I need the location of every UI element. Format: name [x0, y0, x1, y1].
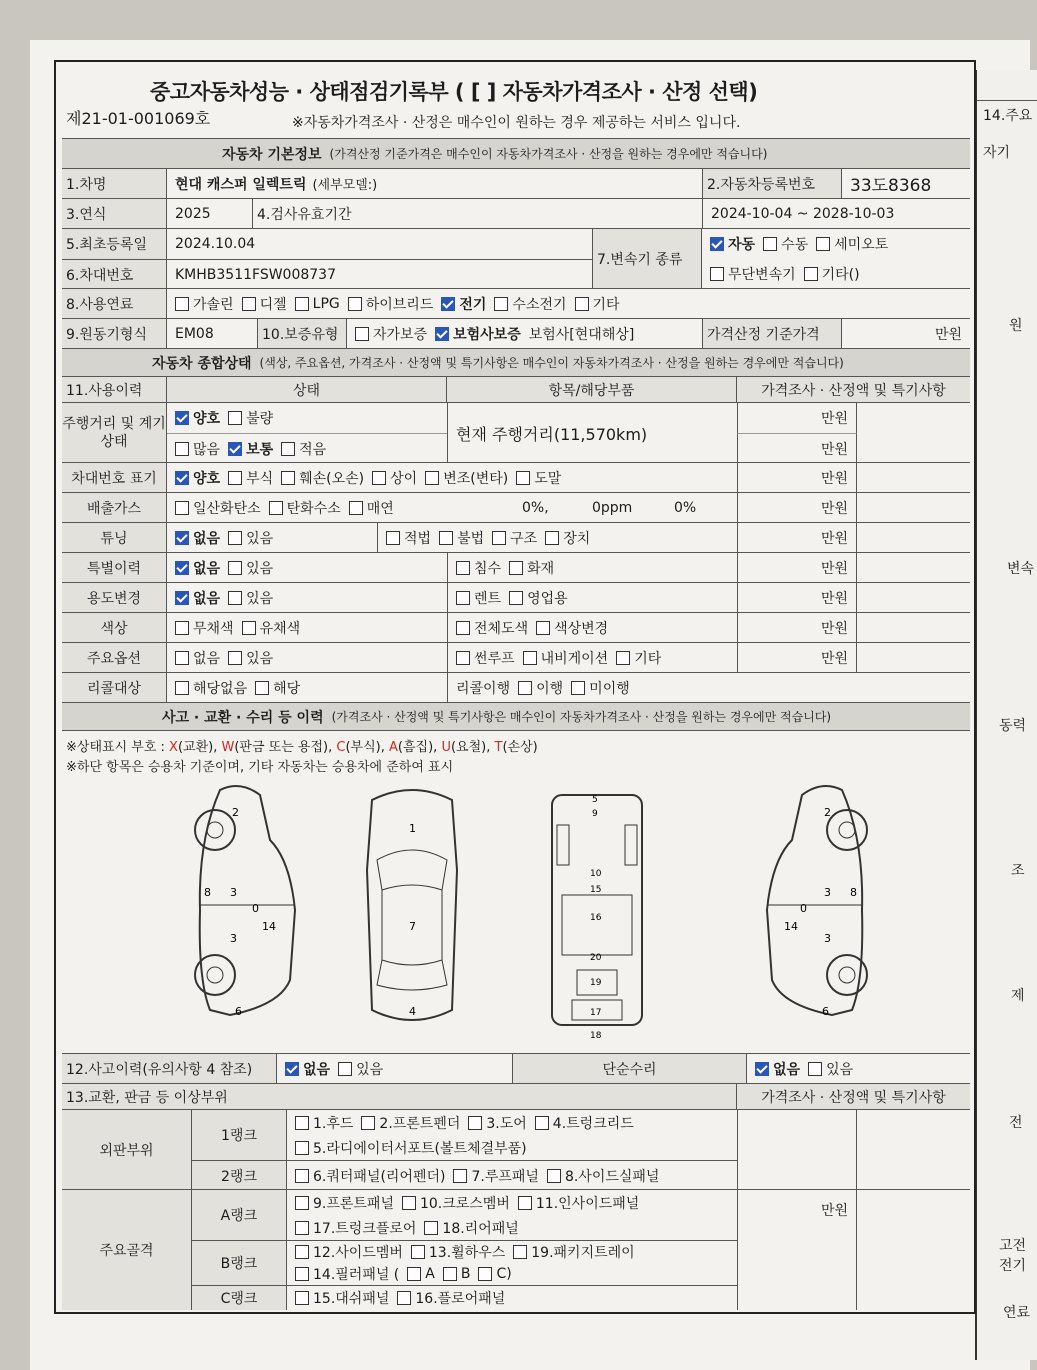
- recall-none[interactable]: 해당없음: [175, 678, 247, 698]
- svg-text:2: 2: [824, 806, 831, 819]
- part-package-tray[interactable]: 19.패키지트레이: [513, 1242, 634, 1262]
- reg-number-value: 33도8368: [850, 176, 932, 196]
- svg-text:8: 8: [850, 886, 857, 899]
- svg-text:10: 10: [590, 869, 602, 879]
- rank2-label: 2랭크: [192, 1160, 287, 1190]
- vin-mismatch[interactable]: 상이: [372, 468, 417, 488]
- checkbox[interactable]: [295, 1141, 309, 1155]
- checkbox[interactable]: [456, 591, 470, 605]
- svg-text:14: 14: [784, 920, 798, 933]
- car-diagram: [62, 780, 970, 1050]
- side-item: 자기: [983, 145, 1011, 161]
- svg-text:5: 5: [592, 795, 598, 805]
- checkbox[interactable]: [295, 1169, 309, 1183]
- pillar-c[interactable]: C): [478, 1266, 511, 1282]
- svg-text:0: 0: [800, 902, 807, 915]
- checkbox[interactable]: [386, 531, 400, 545]
- part-floor-panel[interactable]: 16.플로어패널: [397, 1288, 505, 1308]
- odometer-label: 주행거리 및 계기상태: [62, 403, 167, 462]
- main-frame-label: 주요골격: [62, 1190, 192, 1310]
- checkbox[interactable]: [518, 681, 532, 695]
- checkbox[interactable]: [175, 471, 189, 485]
- checkbox[interactable]: [402, 1196, 416, 1210]
- checkbox[interactable]: [397, 1291, 411, 1305]
- checkbox[interactable]: [175, 501, 189, 515]
- svg-text:2: 2: [232, 806, 239, 819]
- part-front-panel[interactable]: 9.프론트패널: [295, 1193, 394, 1213]
- svg-text:3: 3: [824, 886, 831, 899]
- checkbox[interactable]: [255, 681, 269, 695]
- checkbox[interactable]: [443, 1267, 457, 1281]
- odometer-value: 현재 주행거리(11,570km): [447, 403, 737, 463]
- svg-text:3: 3: [230, 886, 237, 899]
- row-year: [62, 198, 970, 228]
- checkbox[interactable]: [281, 442, 295, 456]
- pillar-a[interactable]: A: [407, 1266, 435, 1282]
- checkbox[interactable]: [295, 1291, 309, 1305]
- svg-text:7: 7: [409, 920, 416, 933]
- emission-smoke[interactable]: 매연: [349, 498, 394, 518]
- outer-panel-label: 외판부위: [62, 1110, 192, 1190]
- checkbox[interactable]: [228, 591, 242, 605]
- usage-history-label: 11.사용이력: [62, 377, 167, 402]
- basic-section-title: 자동차 기본정보: [222, 146, 322, 163]
- color-change[interactable]: 색상변경: [536, 618, 608, 638]
- svg-text:8: 8: [204, 886, 211, 899]
- svg-text:16: 16: [590, 913, 602, 923]
- checkbox[interactable]: [228, 411, 242, 425]
- simple-repair-none[interactable]: 없음: [755, 1059, 800, 1079]
- price-unit: 만원: [737, 463, 857, 492]
- odo-normal[interactable]: 보통: [228, 439, 273, 459]
- checkbox[interactable]: [228, 442, 242, 456]
- side-item: 동력: [999, 718, 1027, 734]
- part-dash-panel[interactable]: 15.대쉬패널: [295, 1288, 389, 1308]
- svg-text:6: 6: [822, 1005, 829, 1018]
- svg-text:9: 9: [592, 809, 598, 819]
- vin-corrosion[interactable]: 부식: [228, 468, 273, 488]
- checkbox[interactable]: [571, 681, 585, 695]
- checkbox[interactable]: [175, 651, 189, 665]
- emission-co[interactable]: 일산화탄소: [175, 498, 261, 518]
- svg-text:15: 15: [590, 885, 602, 895]
- vin-smeared[interactable]: 도말: [516, 468, 561, 488]
- side-item: 전: [1009, 1115, 1023, 1131]
- engine-value: EM08: [175, 325, 214, 342]
- item-col-label: 항목/해당부품: [447, 377, 737, 402]
- checkbox[interactable]: [295, 297, 309, 311]
- checkbox[interactable]: [523, 651, 537, 665]
- checkbox[interactable]: [269, 501, 283, 515]
- checkbox[interactable]: [242, 621, 256, 635]
- document-title: 중고자동차성능 · 상태점검기록부 ( [ ] 자동차가격조사 · 산정 선택): [150, 80, 758, 104]
- car-left-side-view: [190, 780, 340, 1030]
- checkbox[interactable]: [228, 471, 242, 485]
- car-right-side-view: [722, 780, 872, 1030]
- sub-model: (세부모델:): [312, 178, 378, 193]
- vin-good[interactable]: 양호: [175, 468, 220, 488]
- checkbox[interactable]: [372, 471, 386, 485]
- checkbox[interactable]: [355, 327, 369, 341]
- checkbox[interactable]: [535, 1116, 549, 1130]
- svg-text:6: 6: [235, 1005, 242, 1018]
- svg-text:3: 3: [230, 932, 237, 945]
- checkbox[interactable]: [453, 1169, 467, 1183]
- checkbox[interactable]: [349, 501, 363, 515]
- transmission-label: 7.변속기 종류: [592, 229, 702, 289]
- special-none[interactable]: 없음: [175, 558, 220, 578]
- svg-text:19: 19: [590, 978, 602, 988]
- fuel-hydrogen[interactable]: 수소전기: [494, 294, 566, 314]
- first-reg-label: 5.최초등록일: [62, 229, 167, 259]
- checkbox[interactable]: [175, 681, 189, 695]
- next-page-edge: [975, 70, 1037, 1360]
- accident-yes[interactable]: 있음: [338, 1059, 383, 1079]
- checkbox[interactable]: [435, 327, 449, 341]
- recall-done-label: 리콜이행: [456, 680, 511, 697]
- svg-text:17: 17: [590, 1008, 602, 1018]
- options-none[interactable]: 없음: [175, 648, 220, 668]
- part-quarter-panel[interactable]: 6.쿼터패널(리어펜더): [295, 1166, 445, 1186]
- svg-text:18: 18: [590, 1031, 602, 1041]
- accident-history-label: 12.사고이력(유의사항 4 참조): [62, 1054, 277, 1083]
- checkbox[interactable]: [536, 621, 550, 635]
- checkbox[interactable]: [425, 471, 439, 485]
- checkbox[interactable]: [285, 1062, 299, 1076]
- row-exchange-header: [62, 1083, 970, 1109]
- checkbox[interactable]: [407, 1267, 421, 1281]
- checkbox[interactable]: [494, 297, 508, 311]
- row-first-reg-vin: [62, 228, 970, 288]
- fuel-hybrid[interactable]: 하이브리드: [348, 294, 434, 314]
- checkbox[interactable]: [492, 531, 506, 545]
- checkbox[interactable]: [509, 561, 523, 575]
- svg-text:4: 4: [409, 1005, 416, 1018]
- recall-done[interactable]: 이행: [518, 678, 563, 698]
- trans-semiauto[interactable]: 세미오토: [816, 234, 888, 254]
- car-top-view: [347, 780, 477, 1030]
- checkbox[interactable]: [411, 1245, 425, 1259]
- usage-yes[interactable]: 있음: [228, 588, 273, 608]
- svg-text:1: 1: [409, 822, 416, 835]
- tuning-device[interactable]: 장치: [545, 528, 590, 548]
- checkbox[interactable]: [228, 561, 242, 575]
- simple-repair-yes[interactable]: 있음: [808, 1059, 853, 1079]
- checkbox[interactable]: [295, 1116, 309, 1130]
- row-tuning: [62, 522, 970, 552]
- part-side-member[interactable]: 12.사이드멤버: [295, 1242, 403, 1262]
- year-label: 3.연식: [62, 199, 167, 228]
- checkbox[interactable]: [242, 297, 256, 311]
- fuel-gasoline[interactable]: 가솔린: [175, 294, 234, 314]
- checkbox[interactable]: [545, 531, 559, 545]
- trans-manual[interactable]: 수동: [763, 234, 808, 254]
- odo-good[interactable]: 양호: [175, 408, 220, 428]
- divider: [62, 730, 970, 731]
- part-roof-panel[interactable]: 7.루프패널: [453, 1166, 538, 1186]
- price-unit: 만원: [737, 583, 857, 612]
- warranty-insurance[interactable]: 보험사보증: [435, 324, 521, 344]
- checkbox[interactable]: [547, 1169, 561, 1183]
- color-chromatic[interactable]: 유채색: [242, 618, 301, 638]
- rankC-label: C랭크: [192, 1285, 287, 1310]
- color-full-paint[interactable]: 전체도색: [456, 618, 528, 638]
- options-yes[interactable]: 있음: [228, 648, 273, 668]
- row-emission: [62, 492, 970, 522]
- checkbox[interactable]: [424, 1221, 438, 1235]
- special-fire[interactable]: 화재: [509, 558, 554, 578]
- checkbox[interactable]: [175, 297, 189, 311]
- part-trunk-lid[interactable]: 4.트렁크리드: [535, 1113, 634, 1133]
- exchange-label: 13.교환, 판금 등 이상부위: [62, 1084, 737, 1109]
- usage-change-label: 용도변경: [62, 583, 167, 612]
- fuel-electric[interactable]: 전기: [441, 294, 486, 314]
- emission-co-value: 0%,: [522, 499, 549, 516]
- passenger-car-note: ※하단 항목은 승용차 기준이며, 기타 자동차는 승용차에 준하여 표시: [66, 760, 454, 775]
- vin-mark-label: 차대번호 표기: [62, 463, 167, 492]
- side-item: 조: [1011, 863, 1025, 879]
- color-label: 색상: [62, 613, 167, 642]
- checkbox[interactable]: [509, 591, 523, 605]
- tuning-yes[interactable]: 있음: [228, 528, 273, 548]
- checkbox[interactable]: [295, 1245, 309, 1259]
- row-usage-change: [62, 582, 970, 612]
- part-radiator-support[interactable]: 5.라디에이터서포트(볼트체결부품): [295, 1138, 527, 1158]
- trans-cvt[interactable]: 무단변속기: [710, 264, 796, 284]
- trans-auto[interactable]: 자동: [710, 234, 755, 254]
- side-item: 14.주요: [977, 100, 1037, 131]
- side-item: 고전 전기: [999, 1238, 1027, 1274]
- row-fuel: [62, 288, 970, 318]
- rank1-label: 1랭크: [192, 1110, 287, 1160]
- emission-label: 배출가스: [62, 493, 167, 522]
- checkbox[interactable]: [338, 1062, 352, 1076]
- accident-section-title: 사고 · 교환 · 수리 등 이력: [162, 709, 324, 726]
- accident-section-header: [62, 702, 970, 730]
- part-wheel-house[interactable]: 13.휠하우스: [411, 1242, 505, 1262]
- status-legend: ※상태표시 부호 : X(교환), W(판금 또는 용접), C(부식), A(흠집), U(요철), T(손상): [66, 740, 538, 755]
- row-special-history: [62, 552, 970, 582]
- tuning-legal[interactable]: 적법: [386, 528, 431, 548]
- price-unit: 만원: [737, 643, 857, 672]
- rankB-label: B랭크: [192, 1240, 287, 1285]
- checkbox[interactable]: [175, 561, 189, 575]
- checkbox[interactable]: [755, 1062, 769, 1076]
- svg-text:3: 3: [824, 932, 831, 945]
- side-item: 원: [1009, 318, 1023, 334]
- checkbox[interactable]: [468, 1116, 482, 1130]
- part-inside-panel[interactable]: 11.인사이드패널: [518, 1193, 639, 1213]
- checkbox[interactable]: [710, 267, 724, 281]
- svg-text:14: 14: [262, 920, 276, 933]
- special-history-label: 특별이력: [62, 553, 167, 582]
- car-name-label: 1.차명: [62, 169, 167, 198]
- usage-rent[interactable]: 렌트: [456, 588, 501, 608]
- checkbox[interactable]: [295, 1196, 309, 1210]
- part-trunk-floor[interactable]: 17.트렁크플로어: [295, 1218, 416, 1238]
- tuning-structure[interactable]: 구조: [492, 528, 537, 548]
- emission-smoke-value: 0%: [674, 499, 697, 516]
- price-col-label: 가격조사 · 산정액 및 특기사항: [737, 377, 970, 402]
- service-note: ※자동차가격조사 · 산정은 매수인이 원하는 경우 제공하는 서비스 입니다.: [292, 115, 741, 131]
- tuning-label: 튜닝: [62, 523, 167, 552]
- emission-hc-value: 0ppm: [592, 499, 633, 516]
- fuel-label: 8.사용연료: [62, 289, 167, 318]
- car-underbody-view: [542, 780, 652, 1041]
- checkbox[interactable]: [804, 267, 818, 281]
- first-reg-value: 2024.10.04: [175, 236, 256, 252]
- car-name-value: 현대 캐스퍼 일렉트릭: [175, 176, 307, 193]
- rankA-label: A랭크: [192, 1190, 287, 1240]
- checkbox[interactable]: [439, 531, 453, 545]
- recall-yes[interactable]: 해당: [255, 678, 300, 698]
- checkbox[interactable]: [575, 297, 589, 311]
- row-odometer: [62, 402, 970, 462]
- color-achromatic[interactable]: 무채색: [175, 618, 234, 638]
- checkbox[interactable]: [456, 651, 470, 665]
- warranty-self[interactable]: 자가보증: [355, 324, 427, 344]
- part-door[interactable]: 3.도어: [468, 1113, 526, 1133]
- status-section-header: [62, 348, 970, 376]
- row-engine: [62, 318, 970, 348]
- part-front-fender[interactable]: 2.프론트펜더: [361, 1113, 460, 1133]
- options-label: 주요옵션: [62, 643, 167, 672]
- part-hood[interactable]: 1.후드: [295, 1113, 353, 1133]
- checkbox[interactable]: [478, 1267, 492, 1281]
- price-unit: 만원: [737, 613, 857, 642]
- checkbox[interactable]: [816, 237, 830, 251]
- checkbox[interactable]: [516, 471, 530, 485]
- exchange-price-unit: 만원: [737, 1110, 857, 1310]
- svg-text:20: 20: [590, 953, 602, 963]
- row-recall: [62, 672, 970, 702]
- checkbox[interactable]: [228, 651, 242, 665]
- checkbox[interactable]: [295, 1267, 309, 1281]
- checkbox[interactable]: [175, 442, 189, 456]
- price-unit: 만원: [737, 553, 857, 582]
- basic-section-note: (가격산정 기준가격은 매수인이 자동차가격조사 · 산정을 원하는 경우에만 적습니다): [329, 147, 768, 161]
- row-accident-history: [62, 1053, 970, 1083]
- checkbox[interactable]: [710, 237, 724, 251]
- vin-altered[interactable]: 변조(변타): [425, 468, 508, 488]
- vin-label: 6.차대번호: [62, 259, 167, 289]
- tuning-illegal[interactable]: 불법: [439, 528, 484, 548]
- special-yes[interactable]: 있음: [228, 558, 273, 578]
- tuning-none[interactable]: 없음: [175, 528, 220, 548]
- usage-commercial[interactable]: 영업용: [509, 588, 568, 608]
- fuel-lpg[interactable]: LPG: [295, 296, 340, 312]
- checkbox[interactable]: [175, 621, 189, 635]
- state-col-label: 상태: [167, 377, 447, 402]
- side-item: 연료: [1003, 1305, 1031, 1321]
- status-section-title: 자동차 종합상태: [152, 355, 252, 372]
- part-pillar-panel[interactable]: 14.필러패널 (: [295, 1264, 399, 1284]
- warranty-company: 보험사[현대해상]: [528, 326, 635, 343]
- checkbox[interactable]: [441, 297, 455, 311]
- recall-not-done[interactable]: 미이행: [571, 678, 630, 698]
- checkbox[interactable]: [175, 531, 189, 545]
- fuel-other[interactable]: 기타: [575, 294, 620, 314]
- basic-section-header: [62, 138, 970, 168]
- accident-section-note: (가격조사 · 산정액 및 특기사항은 매수인이 자동차가격조사 · 산정을 원하는 경우에만 적습니다): [331, 710, 832, 724]
- vin-value: KMHB3511FSW008737: [167, 259, 592, 289]
- part-cross-member[interactable]: 10.크로스멤버: [402, 1193, 510, 1213]
- odo-bad[interactable]: 불량: [228, 408, 273, 428]
- checkbox[interactable]: [295, 1221, 309, 1235]
- checkbox[interactable]: [513, 1245, 527, 1259]
- accident-none[interactable]: 없음: [285, 1059, 330, 1079]
- inspect-period-value: 2024-10-04 ~ 2028-10-03: [702, 199, 970, 228]
- options-navigation[interactable]: 내비게이션: [523, 648, 609, 668]
- checkbox[interactable]: [348, 297, 362, 311]
- usage-none[interactable]: 없음: [175, 588, 220, 608]
- reg-number-label: 2.자동차등록번호: [702, 169, 842, 198]
- checkbox[interactable]: [763, 237, 777, 251]
- inspect-period-label: 4.검사유효기간: [252, 199, 702, 228]
- odo-high[interactable]: 많음: [175, 439, 220, 459]
- checkbox[interactable]: [361, 1116, 375, 1130]
- special-flood[interactable]: 침수: [456, 558, 501, 578]
- engine-label: 9.원동기형식: [62, 319, 167, 348]
- warranty-label: 10.보증유형: [257, 319, 347, 348]
- checkbox[interactable]: [518, 1196, 532, 1210]
- row-vin-mark: [62, 462, 970, 492]
- price-unit: 만원: [737, 523, 857, 552]
- checkbox[interactable]: [616, 651, 630, 665]
- price-unit: 만원: [737, 433, 857, 463]
- checkbox[interactable]: [281, 471, 295, 485]
- base-price-label: 가격산정 기준가격: [702, 319, 842, 348]
- options-sunroof[interactable]: 썬루프: [456, 648, 515, 668]
- part-rear-panel[interactable]: 18.리어패널: [424, 1218, 518, 1238]
- checkbox[interactable]: [456, 621, 470, 635]
- side-item: 제: [1011, 988, 1025, 1004]
- vin-damaged[interactable]: 훼손(오손): [281, 468, 364, 488]
- checkbox[interactable]: [175, 591, 189, 605]
- checkbox[interactable]: [228, 531, 242, 545]
- price-unit: 만원: [737, 493, 857, 522]
- year-value: 2025: [175, 205, 211, 222]
- checkbox[interactable]: [808, 1062, 822, 1076]
- row-frame-parts: [62, 1189, 970, 1309]
- side-item: 변속: [1007, 561, 1035, 577]
- row-options: [62, 642, 970, 672]
- emission-hc[interactable]: 탄화수소: [269, 498, 341, 518]
- fuel-diesel[interactable]: 디젤: [242, 294, 287, 314]
- checkbox[interactable]: [175, 411, 189, 425]
- odo-low[interactable]: 적음: [281, 439, 326, 459]
- status-col-header: [62, 376, 970, 402]
- pillar-b[interactable]: B: [443, 1266, 471, 1282]
- base-price-unit: 만원: [934, 326, 962, 343]
- document-number: 제21-01-001069호: [66, 109, 211, 128]
- checkbox[interactable]: [456, 561, 470, 575]
- exchange-price-col: 가격조사 · 산정액 및 특기사항: [737, 1084, 970, 1109]
- row-car-name: [62, 168, 970, 198]
- part-side-sill[interactable]: 8.사이드실패널: [547, 1166, 660, 1186]
- options-other[interactable]: 기타: [616, 648, 661, 668]
- row-color: [62, 612, 970, 642]
- price-unit: 만원: [737, 403, 857, 433]
- status-section-note: (색상, 주요옵션, 가격조사 · 산정액 및 특기사항은 매수인이 자동차가격조사 · 산정을 원하는 경우에만 적습니다): [259, 356, 844, 370]
- simple-repair-label: 단순수리: [512, 1054, 747, 1083]
- trans-other[interactable]: 기타(): [804, 264, 860, 284]
- svg-text:0: 0: [252, 902, 259, 915]
- recall-label: 리콜대상: [62, 673, 167, 702]
